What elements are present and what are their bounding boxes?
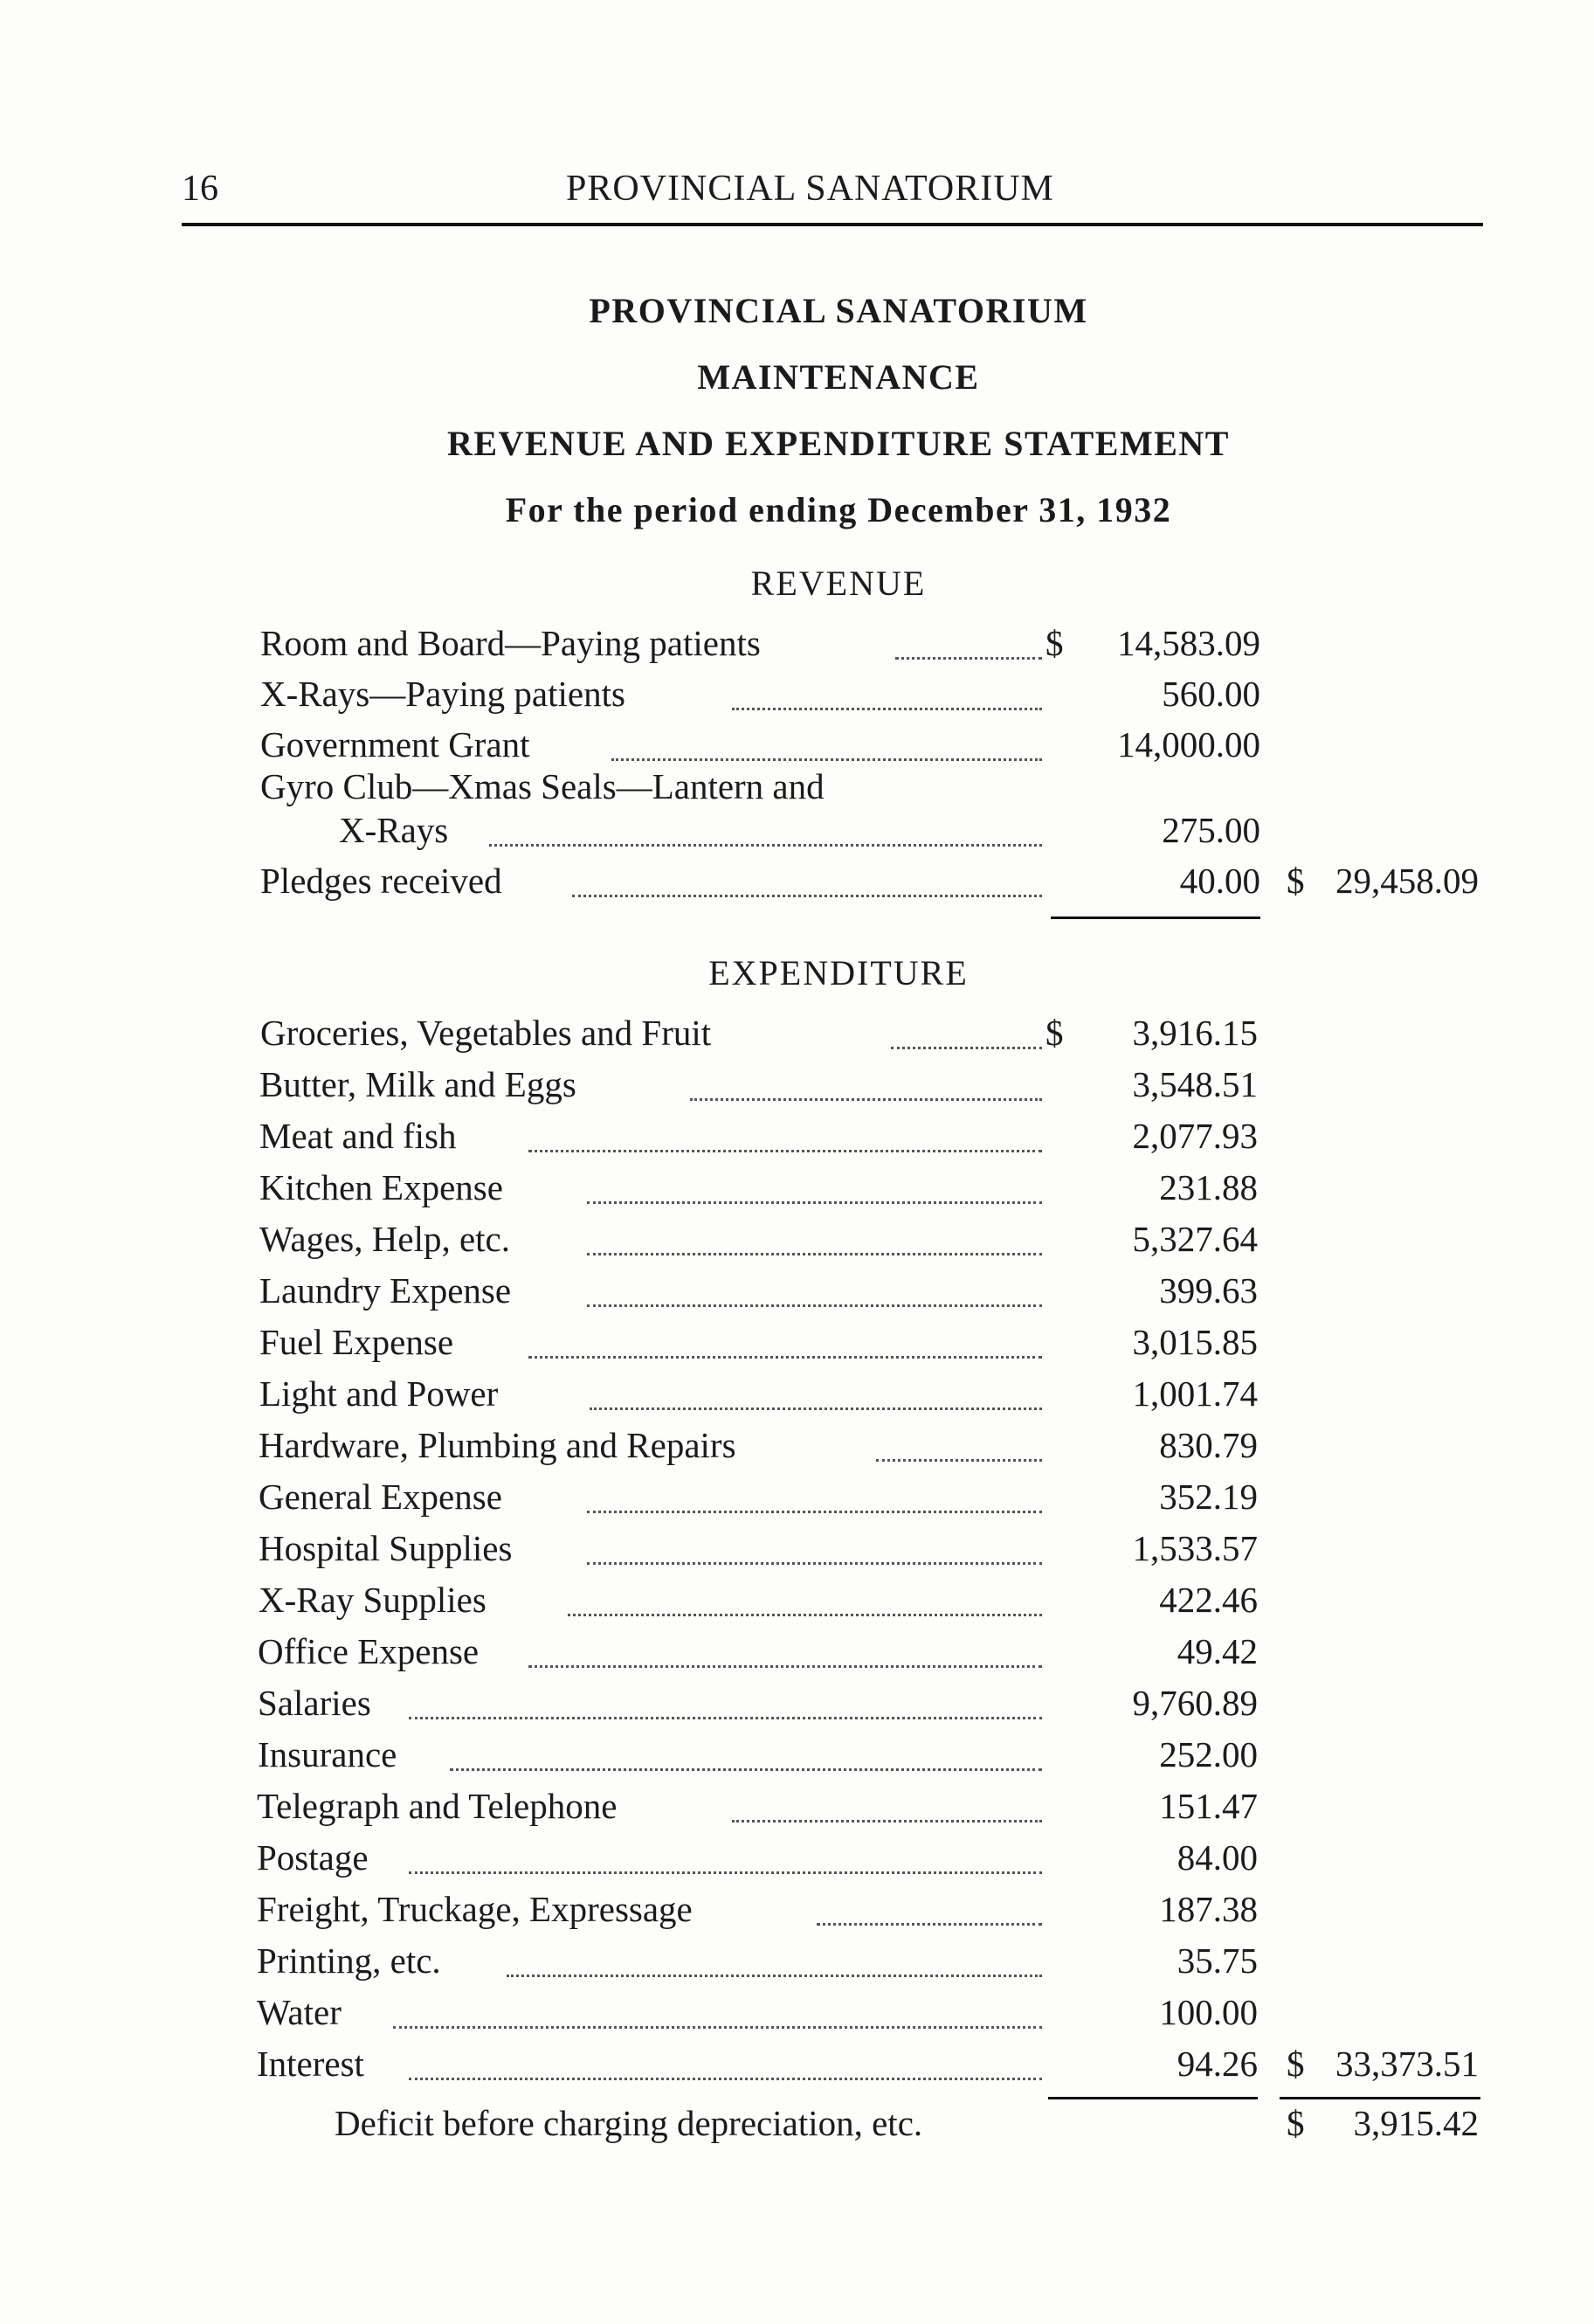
revenue-label-continued: X-Rays [339, 810, 449, 850]
statement-title: PROVINCIAL SANATORIUM [589, 291, 1088, 330]
revenue-label: Gyro Club—Xmas Seals—Lantern and [260, 766, 825, 806]
expenditure-amount: 151.47 [1159, 1786, 1258, 1826]
expenditure-amount: 1,001.74 [1132, 1373, 1258, 1414]
dot-leader [489, 844, 1042, 847]
dot-leader [409, 2078, 1042, 2080]
expenditure-amount: 100.00 [1159, 1992, 1258, 2032]
expenditure-label: Meat and fish [259, 1116, 457, 1156]
statement-name: REVENUE AND EXPENDITURE STATEMENT [447, 424, 1230, 463]
expenditure-amount: 5,327.64 [1132, 1219, 1258, 1259]
revenue-label: Government Grant [260, 724, 530, 764]
expenditure-amount: 84.00 [1177, 1837, 1258, 1878]
expenditure-row [0, 1115, 1594, 1165]
expenditure-amount: 1,533.57 [1132, 1528, 1258, 1568]
expenditure-label: X-Ray Supplies [259, 1580, 486, 1620]
dot-leader [732, 1820, 1042, 1823]
expenditure-label: Wages, Help, etc. [259, 1219, 510, 1259]
expenditure-label: Fuel Expense [259, 1322, 454, 1362]
expenditure-amount: 49.42 [1177, 1631, 1258, 1671]
revenue-row [0, 622, 1594, 673]
expenditure-label: Laundry Expense [259, 1270, 512, 1311]
expenditure-row [0, 1785, 1594, 1836]
dot-leader [450, 1768, 1042, 1771]
expenditure-row [0, 2043, 1594, 2093]
dot-leader [528, 1665, 1042, 1668]
dot-leader [587, 1562, 1042, 1565]
expenditure-label: Printing, etc. [257, 1940, 441, 1981]
revenue-total: 29,458.09 [1335, 861, 1479, 901]
statement-subtitle: MAINTENANCE [697, 357, 980, 397]
statement-period: For the period ending December 31, 1932 [505, 490, 1172, 529]
expenditure-amount: 94.26 [1177, 2044, 1258, 2084]
revenue-label: Room and Board—Paying patients [260, 623, 761, 663]
expenditure-row [0, 1940, 1594, 1990]
expenditure-label: Interest [257, 2044, 364, 2084]
expenditure-row [0, 1836, 1594, 1887]
expenditure-row [0, 1682, 1594, 1733]
total-rule [1280, 2097, 1480, 2099]
running-title: PROVINCIAL SANATORIUM [566, 169, 1054, 209]
page-number: 16 [182, 169, 218, 209]
expenditure-amount: 9,760.89 [1132, 1683, 1258, 1723]
revenue-row [0, 860, 1594, 910]
expenditure-row [0, 1269, 1594, 1320]
expenditure-label: Groceries, Vegetables and Fruit [260, 1013, 712, 1053]
dot-leader [895, 657, 1042, 660]
expenditure-label: Office Expense [258, 1631, 480, 1671]
expenditure-amount: 187.38 [1159, 1889, 1258, 1929]
expenditure-row [0, 1733, 1594, 1784]
revenue-amount: 14,583.09 [1117, 623, 1260, 663]
expenditure-amount: 35.75 [1177, 1940, 1258, 1981]
dollar-sign: $ [1287, 861, 1305, 901]
expenditure-row [0, 1527, 1594, 1578]
revenue-label: Pledges received [260, 861, 502, 901]
header-rule [182, 223, 1483, 226]
expenditure-label: Salaries [258, 1683, 371, 1723]
revenue-row-continued [0, 809, 1594, 860]
dot-leader [507, 1975, 1042, 1977]
dot-leader [528, 1150, 1042, 1152]
expenditure-row [0, 1579, 1594, 1629]
expenditure-row [0, 1166, 1594, 1217]
expenditure-amount: 2,077.93 [1132, 1116, 1258, 1156]
expenditure-amount: 422.46 [1159, 1580, 1258, 1620]
revenue-amount: 560.00 [1162, 674, 1260, 714]
expenditure-label: Insurance [258, 1734, 397, 1774]
expenditure-amount: 252.00 [1159, 1734, 1258, 1774]
expenditure-label: Butter, Milk and Eggs [259, 1064, 576, 1104]
subtotal-rule [1051, 916, 1260, 919]
dot-leader [817, 1923, 1042, 1926]
revenue-label: X-Rays—Paying patients [260, 674, 625, 714]
expenditure-label: Postage [257, 1837, 369, 1878]
dot-leader [568, 1614, 1042, 1616]
expenditure-row [0, 1991, 1594, 2042]
dot-leader [876, 1459, 1042, 1462]
expenditure-row [0, 1218, 1594, 1269]
dollar-sign: $ [1287, 2044, 1305, 2084]
revenue-amount: 275.00 [1162, 810, 1260, 850]
dot-leader [409, 1717, 1042, 1719]
dollar-sign: $ [1045, 623, 1064, 663]
expenditure-row [0, 1373, 1594, 1423]
expenditure-amount: 3,548.51 [1132, 1064, 1258, 1104]
expenditure-label: Water [257, 1992, 342, 2032]
expenditure-total: 33,373.51 [1335, 2044, 1479, 2084]
expenditure-amount: 830.79 [1159, 1425, 1258, 1465]
expenditure-label: Hospital Supplies [259, 1528, 513, 1568]
dot-leader [587, 1253, 1042, 1255]
expenditure-label: Hardware, Plumbing and Repairs [259, 1425, 736, 1465]
dot-leader [393, 2026, 1042, 2029]
expenditure-amount: 399.63 [1159, 1270, 1258, 1311]
deficit-row [0, 2102, 1594, 2153]
dot-leader [572, 895, 1042, 897]
expenditure-label: Freight, Truckage, Expressage [257, 1889, 693, 1929]
deficit-amount: 3,915.42 [1353, 2103, 1479, 2143]
dollar-sign: $ [1287, 2103, 1305, 2143]
revenue-amount: 14,000.00 [1117, 724, 1260, 764]
expenditure-label: Kitchen Expense [259, 1167, 503, 1207]
expenditure-row [0, 1321, 1594, 1372]
expenditure-amount: 352.19 [1159, 1477, 1258, 1517]
expenditure-row [0, 1476, 1594, 1526]
dot-leader [528, 1356, 1042, 1359]
expenditure-amount: 3,015.85 [1132, 1322, 1258, 1362]
expenditure-row [0, 1888, 1594, 1939]
expenditure-row [0, 1063, 1594, 1114]
revenue-heading: REVENUE [750, 564, 927, 603]
expenditure-amount: 231.88 [1159, 1167, 1258, 1207]
expenditure-row [0, 1424, 1594, 1475]
dot-leader [590, 1408, 1042, 1410]
subtotal-rule [1048, 2097, 1258, 2099]
dollar-sign: $ [1045, 1013, 1064, 1053]
dot-leader [409, 1871, 1042, 1874]
deficit-label: Deficit before charging depreciation, etc. [335, 2103, 923, 2143]
dot-leader [587, 1511, 1042, 1513]
expenditure-amount: 3,916.15 [1132, 1013, 1258, 1053]
expenditure-row [0, 1630, 1594, 1681]
expenditure-label: Light and Power [259, 1373, 499, 1414]
revenue-amount: 40.00 [1179, 861, 1260, 901]
revenue-row [0, 673, 1594, 723]
dot-leader [891, 1047, 1042, 1049]
expenditure-label: General Expense [259, 1477, 502, 1517]
dot-leader [611, 758, 1042, 761]
dot-leader [587, 1201, 1042, 1204]
expenditure-heading: EXPENDITURE [708, 953, 969, 993]
expenditure-row [0, 1012, 1594, 1062]
dot-leader [587, 1304, 1042, 1307]
dot-leader [732, 708, 1042, 710]
dot-leader [690, 1098, 1042, 1101]
expenditure-label: Telegraph and Telephone [257, 1786, 618, 1826]
